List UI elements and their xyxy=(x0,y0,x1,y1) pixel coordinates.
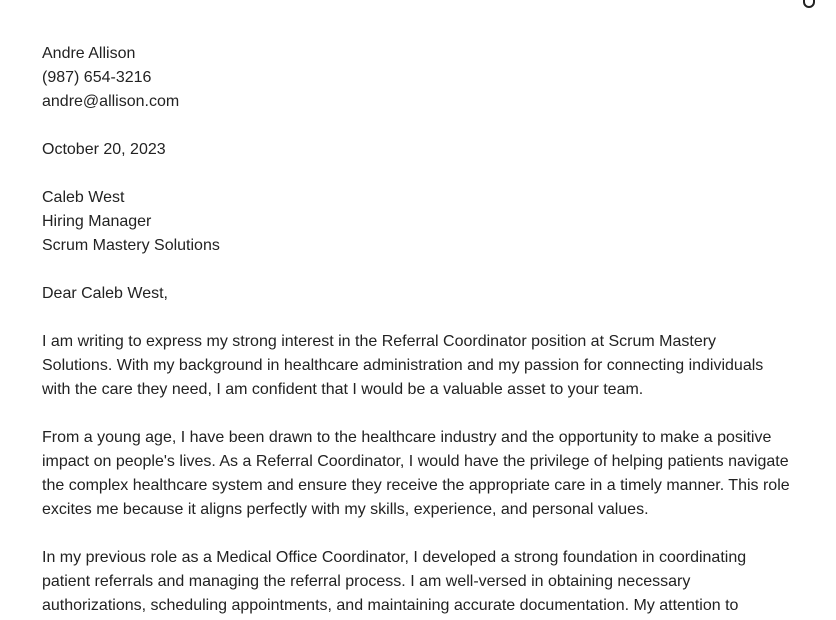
paragraph-3 xyxy=(42,546,794,618)
paragraph-line: Solutions. With my background in healthcare administration and my passion for connecting individuals xyxy=(42,357,764,374)
paragraph-line: From a young age, I have been drawn to the healthcare industry and the opportunity to make a positive xyxy=(42,429,772,446)
sender-block xyxy=(42,42,802,114)
paragraph-line: patient referrals and managing the referral process. I am well-versed in obtaining necessary xyxy=(42,573,691,590)
sender-phone: (987) 654-3216 xyxy=(42,69,152,86)
paragraph-line: with the care they need, I am confident that I would be a valuable asset to your team. xyxy=(42,381,644,398)
paragraph-2 xyxy=(42,426,794,522)
paragraph-line: the complex healthcare system and ensure they receive the appropriate care in a timely manner. This role xyxy=(42,477,790,494)
sender-name: Andre Allison xyxy=(42,45,136,62)
recipient-title: Hiring Manager xyxy=(42,213,152,230)
salutation: Dear Caleb West, xyxy=(42,285,168,302)
corner-glyph-icon xyxy=(802,0,816,12)
recipient-company: Scrum Mastery Solutions xyxy=(42,237,220,254)
paragraph-line: I am writing to express my strong interest in the Referral Coordinator position at Scrum Mastery xyxy=(42,333,717,350)
paragraph-line: impact on people's lives. As a Referral Coordinator, I would have the privilege of helping patients navigate xyxy=(42,453,789,470)
sender-email: andre@allison.com xyxy=(42,93,180,110)
cover-letter xyxy=(42,42,802,618)
paragraph-line: authorizations, scheduling appointments, and maintaining accurate documentation. My attention to xyxy=(42,597,739,614)
paragraph-line: excites me because it aligns perfectly with my skills, experience, and personal values. xyxy=(42,501,649,518)
paragraph-line: In my previous role as a Medical Office Coordinator, I developed a strong foundation in coordinating xyxy=(42,549,747,566)
paragraph-1 xyxy=(42,330,794,402)
recipient-block xyxy=(42,186,802,258)
recipient-name: Caleb West xyxy=(42,189,125,206)
letter-date: October 20, 2023 xyxy=(42,141,166,158)
